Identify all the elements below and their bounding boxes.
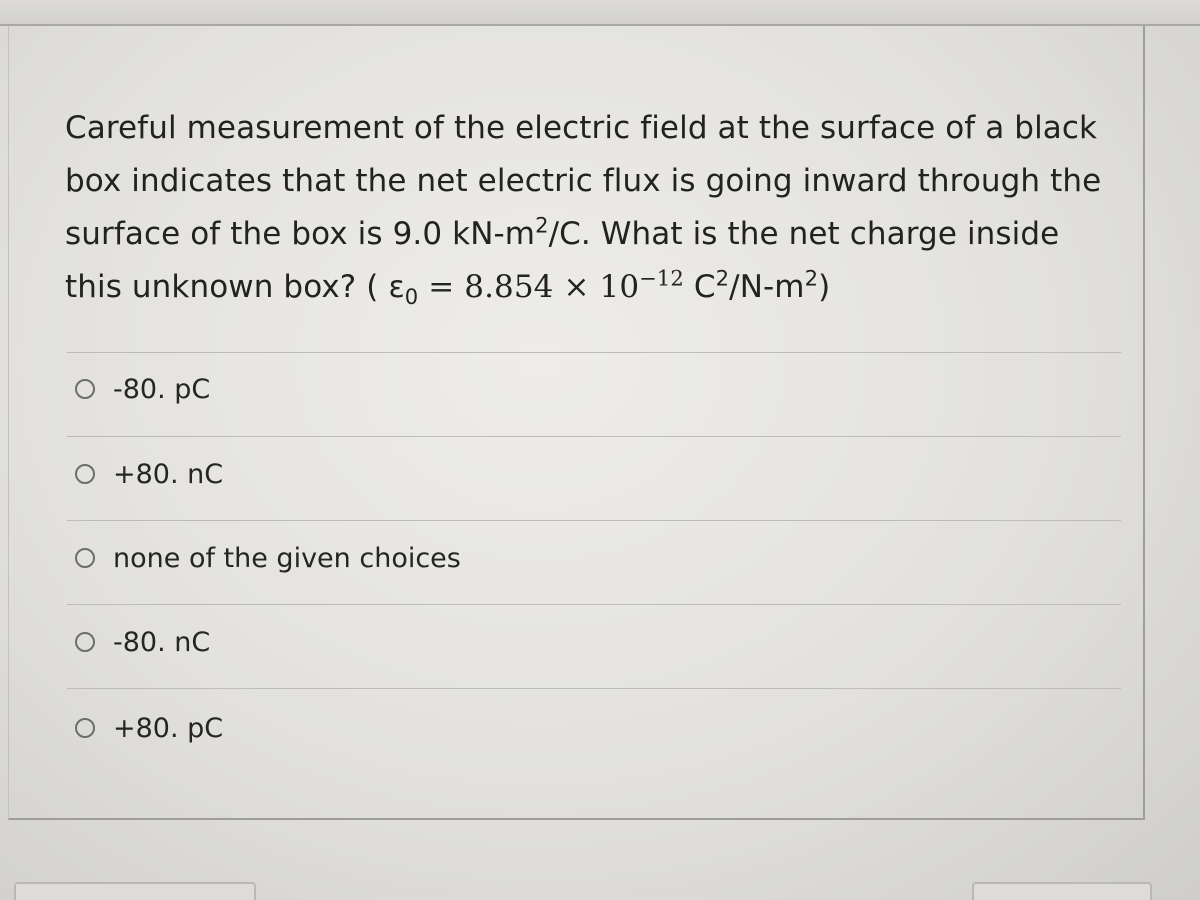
permittivity-unit-exp-2: 2 xyxy=(804,265,819,291)
question-line-1: Careful measurement of the electric field at the surface of a black xyxy=(65,110,1098,146)
question-line-4-start: this unknown box? ( xyxy=(65,269,389,305)
flux-value-text: surface of the box is 9.0 kN-m xyxy=(65,216,536,252)
question-line-3-end: /C. What is the net charge inside xyxy=(548,216,1060,252)
question-line-4 xyxy=(65,265,831,310)
permittivity-unit-c: C xyxy=(683,269,716,305)
bottom-left-button[interactable] xyxy=(14,882,256,900)
question-line-2: box indicates that the net electric flux is going inward through the xyxy=(65,163,1102,199)
divider xyxy=(67,604,1121,605)
bottom-right-button[interactable] xyxy=(972,882,1152,900)
answer-option-label: -80. pC xyxy=(113,373,211,405)
answer-option-5[interactable] xyxy=(75,708,223,748)
permittivity-exponent: −12 xyxy=(639,265,684,291)
answer-option-label: -80. nC xyxy=(113,626,211,658)
radio-button-icon[interactable] xyxy=(75,379,95,399)
divider xyxy=(67,352,1121,353)
permittivity-unit-mid: /N-m xyxy=(729,269,805,305)
radio-button-icon[interactable] xyxy=(75,718,95,738)
answer-option-3[interactable] xyxy=(75,538,461,578)
answer-option-2[interactable] xyxy=(75,454,223,494)
radio-button-icon[interactable] xyxy=(75,464,95,484)
flux-unit-exponent: 2 xyxy=(535,212,549,238)
permittivity-value: = 8.854 × 10 xyxy=(418,269,640,305)
epsilon-subscript: 0 xyxy=(404,284,419,310)
top-band xyxy=(0,0,1200,26)
answer-option-label: +80. pC xyxy=(113,712,224,744)
radio-button-icon[interactable] xyxy=(75,548,95,568)
divider xyxy=(67,688,1121,689)
question-card xyxy=(8,26,1145,820)
epsilon-symbol: ε xyxy=(388,270,405,305)
answer-option-label: none of the given choices xyxy=(113,542,461,574)
permittivity-unit-exp-1: 2 xyxy=(715,265,730,291)
answer-option-label: +80. nC xyxy=(113,458,224,490)
answer-option-1[interactable] xyxy=(75,369,210,409)
radio-button-icon[interactable] xyxy=(75,632,95,652)
divider xyxy=(67,436,1121,437)
question-text xyxy=(65,102,1105,314)
answer-option-4[interactable] xyxy=(75,622,210,662)
question-line-3 xyxy=(65,212,1060,252)
permittivity-unit-close: ) xyxy=(818,269,831,305)
divider xyxy=(67,520,1121,521)
